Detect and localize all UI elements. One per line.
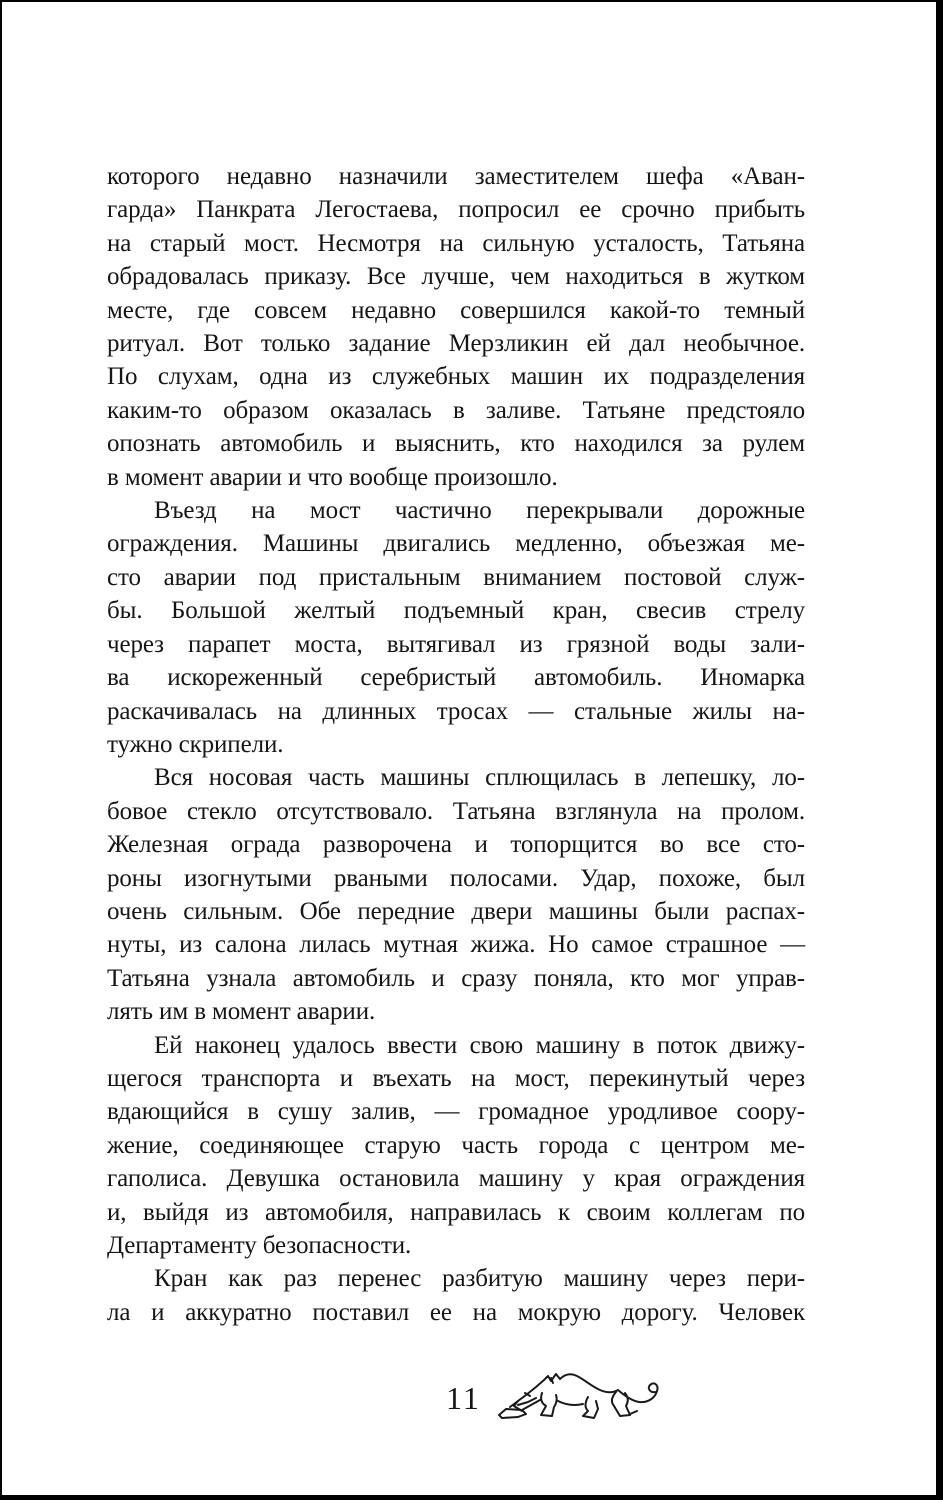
text-line: лять им в момент аварии. xyxy=(107,998,376,1026)
page-text xyxy=(107,160,805,1329)
text-line: Ей наконец удалось ввести свою машину в поток движу- xyxy=(154,1031,805,1059)
text-line: ла и аккуратно поставил ее на мокрую дорогу. Человек xyxy=(107,1298,805,1326)
text-line: обрадовалась приказу. Все лучше, чем находиться в жутком xyxy=(107,263,805,291)
text-line: щегося транспорта и въехать на мост, перекинутый через xyxy=(107,1064,805,1092)
text-line: тужно скрипели. xyxy=(107,730,284,758)
text-line: ограждения. Машины двигались медленно, объезжая ме- xyxy=(107,530,805,558)
text-line: вдающийся в сушу залив, — громадное уродливое соору- xyxy=(107,1098,805,1126)
paragraph xyxy=(107,1262,805,1329)
text-line: Департаменту безопасности. xyxy=(107,1232,412,1259)
book-page xyxy=(2,2,936,1495)
text-line: в момент аварии и что вообще произошло. xyxy=(107,463,558,491)
text-line: гаполиса. Девушка остановила машину у края ограждения xyxy=(107,1165,805,1193)
paragraph xyxy=(107,761,805,1028)
paragraph xyxy=(107,494,805,761)
text-line: очень сильным. Обе передние двери машины были распах- xyxy=(107,897,805,925)
text-line: Вся носовая часть машины сплющилась в лепешку, ло- xyxy=(154,764,805,792)
prowling-panther-icon xyxy=(496,1362,678,1426)
text-line: через парапет моста, вытягивал из грязной воды зали- xyxy=(107,630,805,658)
text-line: Въезд на мост частично перекрывали дорожные xyxy=(154,497,805,525)
text-line: бы. Большой желтый подъемный кран, свесив стрелу xyxy=(107,597,805,625)
text-line: которого недавно назначили заместителем шефа «Аван- xyxy=(107,163,805,190)
text-line: По слухам, одна из служебных машин их подразделения xyxy=(107,363,805,391)
text-line: гарда» Панкрата Легостаева, попросил ее срочно прибыть xyxy=(107,196,805,224)
text-line: сто аварии под пристальным вниманием постовой служ- xyxy=(107,563,805,591)
text-line: Кран как раз перенес разбитую машину через пери- xyxy=(154,1265,805,1293)
paragraph xyxy=(107,1029,805,1263)
text-line: раскачивалась на длинных тросах — стальные жилы на- xyxy=(107,697,805,725)
text-line: на старый мост. Несмотря на сильную усталость, Татьяна xyxy=(107,229,805,257)
text-line: опознать автомобиль и выяснить, кто находился за рулем xyxy=(107,430,805,458)
text-line: ва искореженный серебристый автомобиль. Иномарка xyxy=(107,664,805,692)
text-line: нуты, из салона лилась мутная жижа. Но самое страшное — xyxy=(107,931,805,959)
text-line: и, выйдя из автомобиля, направилась к своим коллегам по xyxy=(107,1198,805,1226)
text-line: роны изогнутыми рваными полосами. Удар, похоже, был xyxy=(107,864,805,892)
text-line: месте, где совсем недавно совершился какой-то темный xyxy=(107,296,805,324)
paragraph xyxy=(107,160,805,494)
text-line: каким-то образом оказалась в заливе. Татьяне предстояло xyxy=(107,396,805,424)
text-line: ритуал. Вот только задание Мерзликин ей дал необычное. xyxy=(107,330,805,358)
text-line: Татьяна узнала автомобиль и сразу поняла, кто мог управ- xyxy=(107,964,805,992)
text-line: жение, соединяющее старую часть города с центром ме- xyxy=(107,1131,805,1159)
page-number: 11 xyxy=(446,1380,481,1416)
text-line: бовое стекло отсутствовало. Татьяна взглянула на пролом. xyxy=(107,797,805,825)
text-line: Железная ограда разворочена и топорщится во все сто- xyxy=(107,831,805,859)
